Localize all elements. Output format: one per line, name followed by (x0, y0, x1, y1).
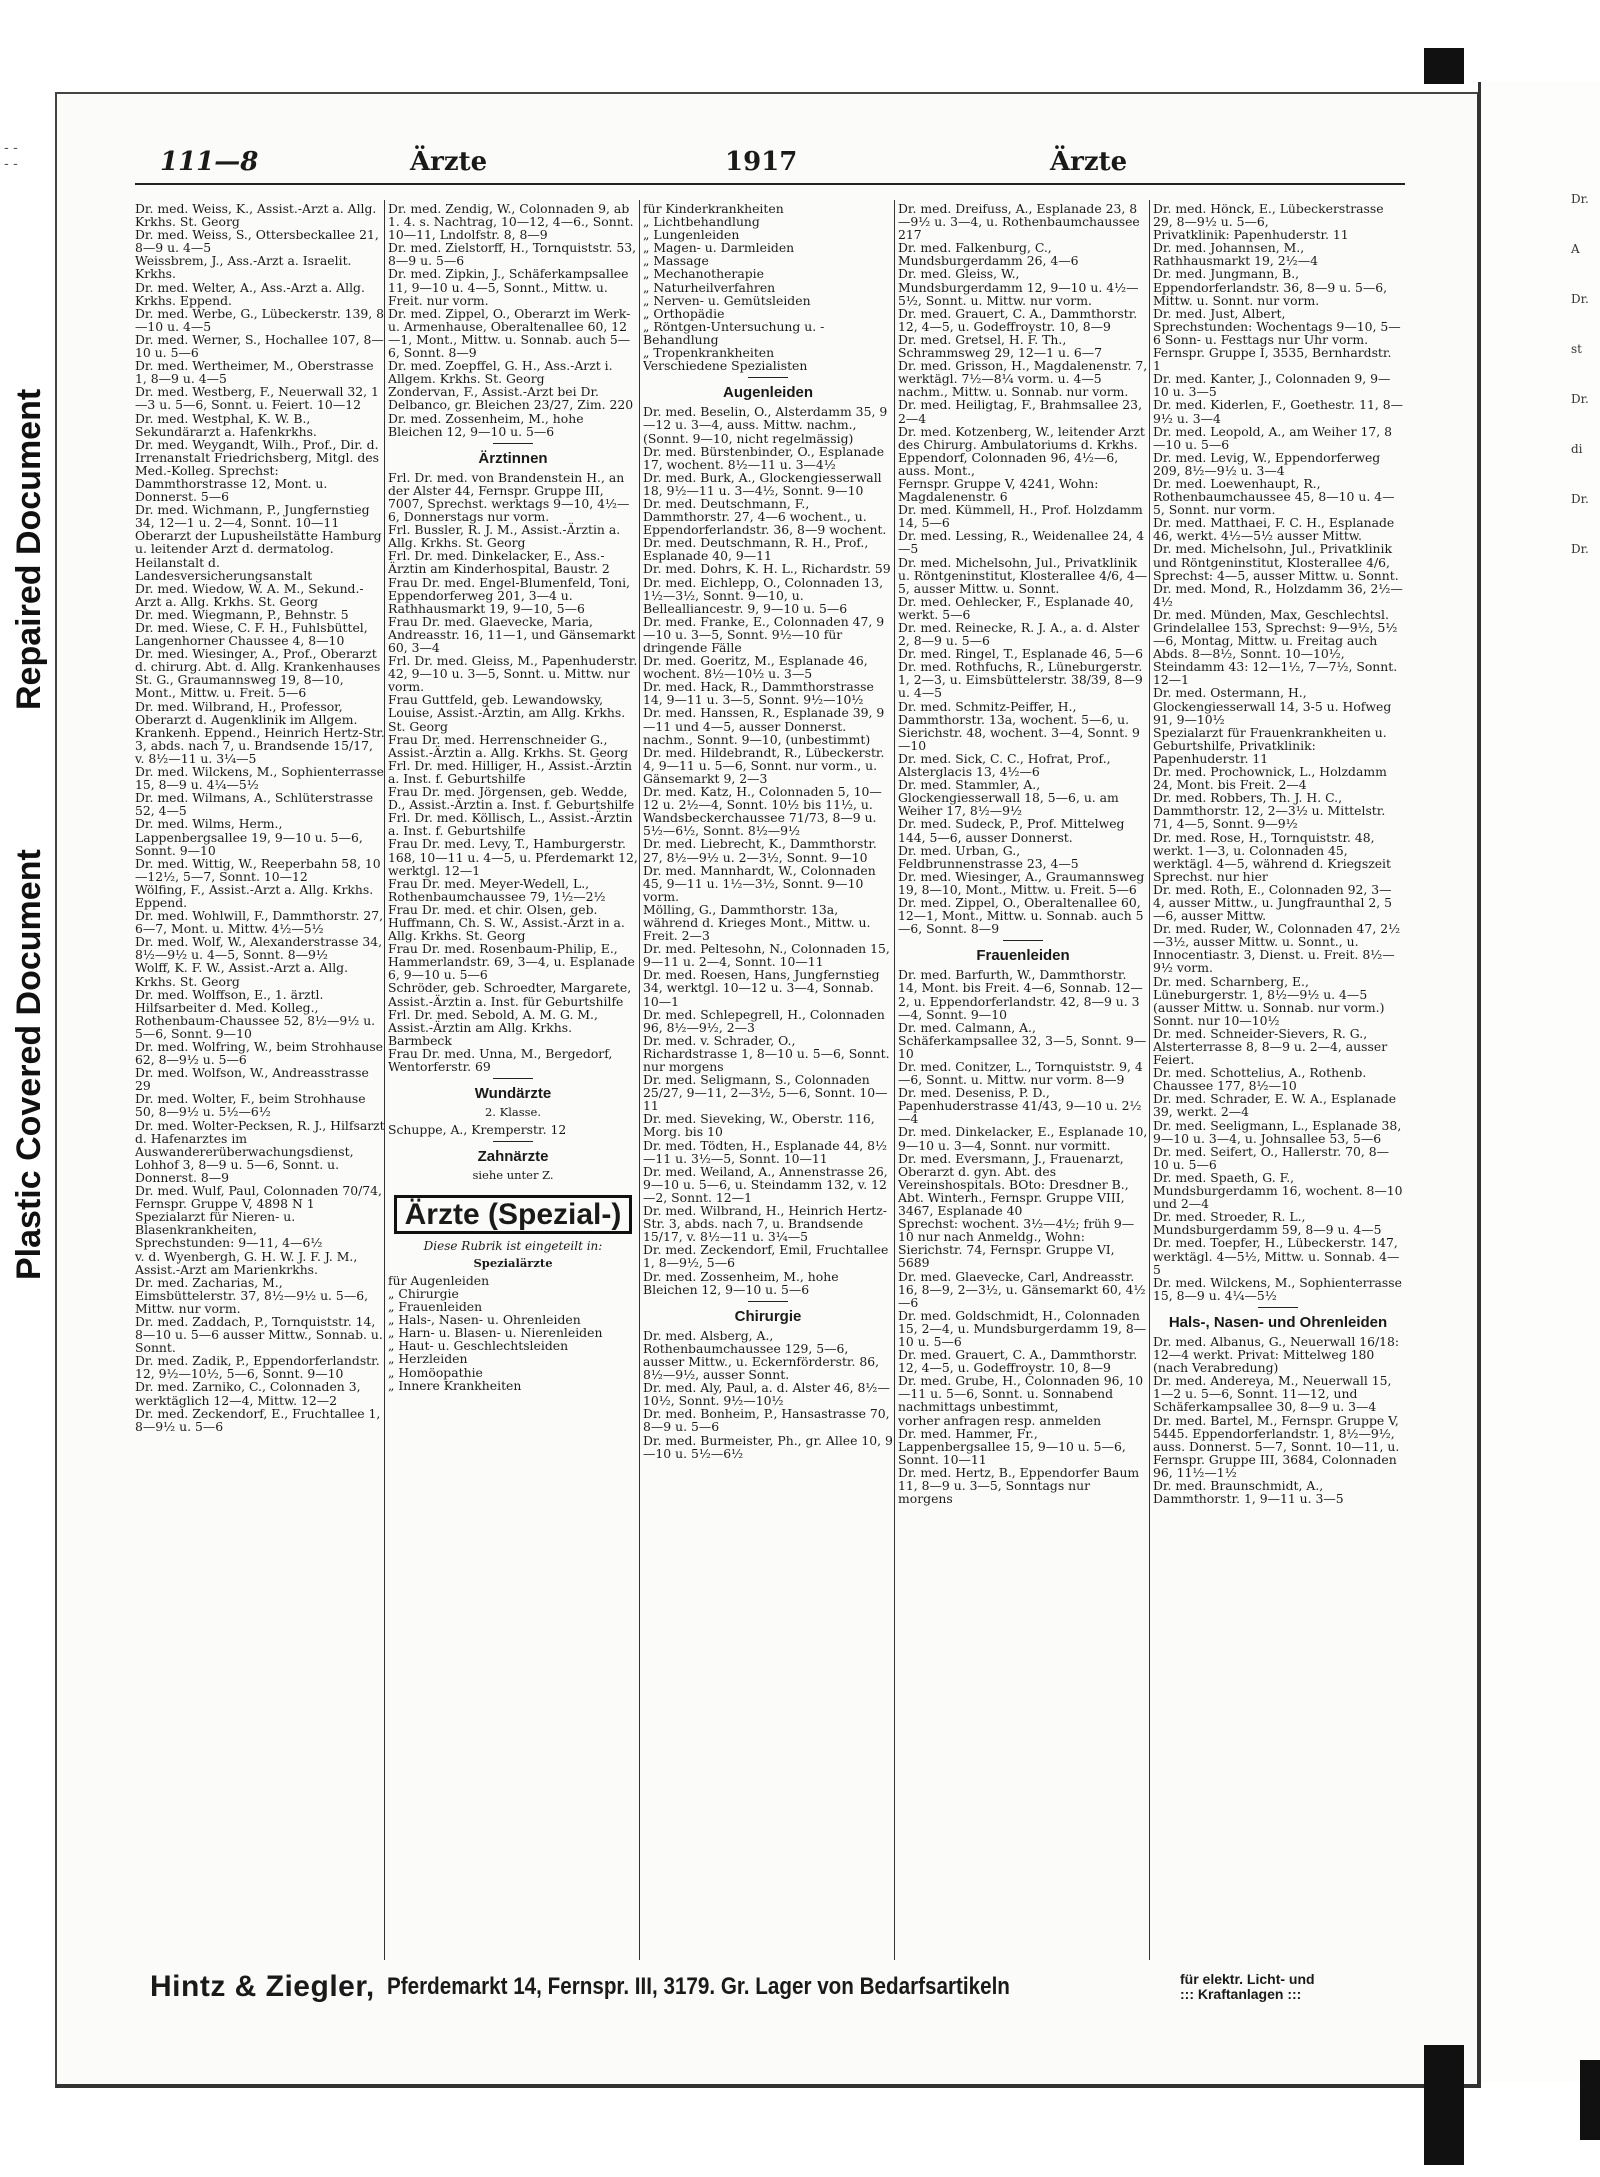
directory-entry: Dr. med. Wohlwill, F., Dammthorstr. 27, 6—7, Mont. u. Mittw. 4½—5½ (135, 908, 384, 937)
directory-entry: Dr. med. Stroeder, R. L., Mundsburgerdamm 59, 8—9 u. 4—5 (1153, 1209, 1382, 1238)
page-number: 111—8 (160, 147, 259, 177)
directory-entry: Dr. med. Matthaei, F. C. H., Esplanade 46, werkt. 4½—5½ ausser Mittw. (1153, 515, 1395, 544)
directory-entry: Dr. med. Glaevecke, Carl, Andreasstr. 16, 8—9, 2—3½, u. Gänsemarkt 60, 4½—6 (898, 1268, 1146, 1310)
directory-entry: Dr. med. Katz, H., Colonnaden 5, 10—12 u. 2½—4, Sonnt. 10½ bis 11½, u. Wandsbeckerchaussee 71/73, 8—9 u. 5½—6½, Sonnt. 8½—9½ (643, 784, 882, 839)
column-rule (639, 200, 640, 1960)
directory-entry: Dr. med. Wolfson, W., Andreasstrasse 29 (135, 1065, 369, 1094)
directory-entry: Dr. med. Wolter, F., beim Strohhause 50, 8—9½ u. 5½—6½ (135, 1091, 366, 1120)
directory-entry: Dr. med. Sick, C. C., Hofrat, Prof., Alsterglacis 13, 4½—6 (898, 750, 1111, 780)
directory-entry: Dr. med. Wiedow, W. A. M., Sekund.-Arzt a. Allg. Krkhs. St. Georg (135, 580, 364, 609)
directory-entry: Dr. med. Schottelius, A., Rothenb. Chaussee 177, 8½—10 (1153, 1065, 1367, 1094)
directory-entry: Dr. med. Wichmann, P., Jungfernstieg 34, 12—1 u. 2—4, Sonnt. 10—11 (135, 502, 370, 531)
directory-entry: Dr. med. Seeligmann, L., Esplanade 38, 9—10 u. 3—4, u. Johnsallee 53, 5—6 (1153, 1117, 1402, 1146)
category-item: „ Hals-, Nasen- u. Ohrenleiden (388, 1312, 581, 1328)
directory-entry: Wolff, K. F. W., Assist.-Arzt a. Allg. Krkhs. St. Georg (135, 960, 349, 989)
directory-entry: Dr. med. Liebrecht, K., Dammthorstr. 27, 8½—9½ u. 2—3½, Sonnt. 9—10 (643, 836, 877, 865)
directory-entry: Dr. med. Calmann, A., Schäferkampsallee 32, 3—5, Sonnt. 9—10 (898, 1019, 1147, 1061)
directory-entry: Dr. med. Zeckendorf, Emil, Fruchtallee 1, 8—9½, 5—6 (643, 1242, 889, 1271)
margin-marks: - - - - (4, 140, 18, 172)
directory-entry: Frl. Dr. med. Köllisch, L., Assist.-Ärztin a. Inst. f. Geburtshilfe (388, 810, 633, 839)
directory-entry: Dr. med. Zoepffel, G. H., Ass.-Arzt i. Allgem. Krkhs. St. Georg (388, 358, 613, 387)
adjacent-page-strip (1478, 82, 1600, 2082)
directory-entry: Dr. med. Burk, A., Glockengiesserwall 18, 9½—11 u. 3—4½, Sonnt. 9—10 (643, 469, 882, 498)
directory-entry: Dr. med. Robbers, Th. J. H. C., Dammthorstr. 12, 2—3½ u. Mittelstr. 71, 4—5, Sonnt. 9—9½ (1153, 790, 1386, 832)
category-item: „ Haut- u. Geschlechtsleiden (388, 1338, 569, 1354)
directory-entry: Frl. Bussler, R. J. M., Assist.-Ärztin a. Allg. Krkhs. St. Georg (388, 522, 621, 551)
entry-list (1153, 1335, 1403, 1505)
directory-entry: Dr. med. Wertheimer, M., Oberstrasse 1, 8—9 u. 4—5 (135, 358, 374, 387)
adjacent-page-fragment: A (1571, 242, 1580, 256)
column-1 (135, 202, 385, 1957)
directory-entry: Dr. med. Oehlecker, F., Esplanade 40, werkt. 5—6 (898, 593, 1134, 622)
directory-entry: Dr. med. Wilms, Herm., Lappenbergsallee 19, 9—10 u. 5—6, Sonnt. 9—10 (135, 816, 363, 858)
directory-entry: Dr. med. Eversmann, J., Frauenarzt, Oberarzt d. gyn. Abt. des Vereinshospitals. BOto: Dresdner B., Abt. Winterh., Fernspr. Gruppe VIII, 3467, Esplanade 40 (898, 1150, 1129, 1219)
section-divider (748, 1301, 788, 1302)
section-heading-aerztinnen: Ärztinnen (478, 449, 548, 467)
directory-entry: Dr. med. Schrader, E. W. A., Esplanade 39, werkt. 2—4 (1153, 1091, 1397, 1120)
entry-list (388, 1123, 638, 1136)
category-item: „ Lungenleiden (643, 227, 740, 243)
directory-entry: Dr. med. Hammer, Fr., Lappenbergsallee 15, 9—10 u. 5—6, Sonnt. 10—11 (898, 1425, 1126, 1467)
directory-entry: Frau Dr. med. Jörgensen, geb. Wedde, D., Assist.-Ärztin a. Inst. f. Geburtshilfe (388, 784, 635, 813)
directory-entry: Sprechstunden: 9—11, 4—6½ (135, 1235, 323, 1251)
ad-address: Pferdemarkt 14, Fernspr. III, 3179. Gr. Lager von Bedarfsartikeln (386, 1973, 1010, 2000)
directory-entry: Weissbrem, J., Ass.-Arzt a. Israelit. Krkhs. (135, 253, 352, 282)
directory-entry: Dr. med. Spaeth, G. F., Mundsburgerdamm 16, wochent. 8—10 und 2—4 (1153, 1169, 1403, 1212)
directory-entry: Frau Dr. med. Engel-Blumenfeld, Toni, Eppendorferweg 201, 3—4 u. Rathhausmarkt 19, 9—10, 5—6 (388, 574, 630, 616)
directory-entry: Frau Dr. med. Levy, T., Hamburgerstr. 168, 10—11 u. 4—5, u. Pferdemarkt 12, werktgl. 12—1 (388, 836, 638, 878)
directory-entry: Dr. med. Braunschmidt, A., Dammthorstr. 1, 9—11 u. 3—5 (1153, 1478, 1344, 1507)
directory-entry: Dr. med. Münden, Max, Geschlechtsl. (1153, 606, 1389, 622)
directory-entry: Frl. Dr. med. Sebold, A. M. G. M., Assist.-Ärztin am Allg. Krkhs. Barmbeck (388, 1006, 598, 1048)
year-heading: 1917 (725, 147, 798, 177)
directory-entry: Dr. med. Wiese, C. F. H., Fuhlsbüttel, Langenhorner Chaussee 4, 8—10 (135, 620, 368, 649)
ad-tagline (1180, 1972, 1315, 2002)
directory-entry: Dr. med. Zielstorff, H., Tornquiststr. 53, 8—9 u. 5—6 (388, 240, 637, 269)
directory-entry: Dr. med. Wilmans, A., Schlüterstrasse 52, 4—5 (135, 790, 374, 819)
section-heading-chirurgie: Chirurgie (734, 1307, 802, 1325)
entry-list (898, 968, 1148, 1505)
category-item: „ Nerven- u. Gemütsleiden (643, 292, 811, 308)
directory-entry: Sprechst: wochent. 3½—4½; früh 9—10 nur nach Anmeldg., Wohn: Sierichstr. 74, Fernspr. Gruppe VI, 5689 (898, 1216, 1135, 1271)
directory-entry: Dr. med. Kümmell, H., Prof. Holzdamm 14, 5—6 (898, 502, 1143, 531)
directory-entry: Dr. med. Wilckens, M., Sophienterrasse 15, 8—9 u. 4¼—5½ (135, 764, 384, 793)
directory-entry: Mölling, G., Dammthorstr. 13a, während d. Krieges Mont., Mittw. u. Freit. 2—3 (643, 901, 871, 944)
directory-entry: Frau Dr. med. Meyer-Wedell, L., Rothenbaumchaussee 79, 1½—2½ (388, 875, 606, 904)
ad-firm-name: Hintz & Ziegler, (150, 1970, 375, 2003)
directory-entry: Dr. med. Wittig, W., Reeperbahn 58, 10—12½, 5—7, Sonnt. 10—12 (135, 855, 381, 884)
adjacent-page-fragment: di (1571, 442, 1583, 456)
entry-list (135, 202, 385, 1433)
category-item: „ Röntgen-Untersuchung u. -Behandlung (643, 318, 825, 347)
directory-entry: Dr. med. Schmitz-Peiffer, H., Dammthorstr. 13a, wochent. 5—6, u. Sierichstr. 48, wochent. 3—4, Sonnt. 9—10 (898, 698, 1140, 753)
section-divider (493, 443, 533, 444)
directory-entry: Dr. med. Hanssen, R., Esplanade 39, 9—11 und 4—5, ausser Donnerst. nachm., Sonnt. 9—10, (unbestimmt) (643, 705, 885, 747)
directory-entry: Dr. med. Wilbrand, H., Heinrich Hertz-Str. 3, abds. nach 7, u. Brandsende 15/17, v. 8½—11 u. 3¼—5 (643, 1203, 887, 1245)
plastic-covered-label: Plastic Covered Document (10, 849, 48, 1280)
directory-entry: Dr. med. Aly, Paul, a. d. Alster 46, 8½—10½, Sonnt. 9½—10½ (643, 1380, 890, 1409)
directory-entry: Dr. med. Hildebrandt, R., Lübeckerstr. 4, 9—11 u. 5—6, Sonnt. nur vorm., u. Gänsemarkt 9, 2—3 (643, 744, 885, 786)
directory-entry: Dr. med. Deutschmann, F., Dammthorstr. 27, 4—6 wochent., u. Eppendorferlandstr. 36, 8—9 wochent. (643, 495, 887, 538)
directory-entry: Dr. med. Dinkelacker, E., Esplanade 10, 9—10 u. 3—4, Sonnt. nur vormitt. (898, 1124, 1148, 1153)
directory-entry: Dr. med. Zaddach, P., Tornquiststr. 14, 8—10 u. 5—6 ausser Mittw., Sonnab. u. Sonnt. (135, 1313, 383, 1356)
section-heading-zahnaerzte: Zahnärzte (477, 1148, 549, 1166)
directory-entry: Dr. med. Weiland, A., Annenstrasse 26, 9—10 u. 5—6, u. Steindamm 132, v. 12—2, Sonnt. 12—1 (643, 1163, 888, 1205)
category-item: für Kinderkrankheiten (643, 202, 784, 216)
section-divider (1258, 1307, 1298, 1308)
directory-entry: Dr. med. Zendig, W., Colonnaden 9, ab 1. 4. s. Nachtrag, 10—12, 4—6., Sonnt. 10—11, Lndolfstr. 8, 8—9 (388, 202, 634, 243)
directory-entry: Zondervan, F., Assist.-Arzt bei Dr. Delbanco, gr. Bleichen 23/27, Zim. 220 (388, 384, 634, 413)
header-rule (135, 183, 1405, 185)
entry-list (643, 405, 893, 1295)
directory-entry: Oberarzt der Lupusheilstätte Hamburg u. leitender Arzt d. dermatolog. Heilanstalt d. Landesversicherungsanstalt (135, 528, 382, 583)
directory-entry: Dr. med. Zadik, P., Eppendorferlandstr. 12, 9½—10½, 5—6, Sonnt. 9—10 (135, 1353, 380, 1382)
directory-entry: Spezialarzt für Frauenkrankheiten u. Geburtshilfe, Privatklinik: Papenhuderstr. 11 (1153, 724, 1387, 766)
category-item: „ Massage (643, 253, 709, 269)
directory-entry: Dr. med. Leopold, A., am Weiher 17, 8—10 u. 5—6 (1153, 423, 1393, 452)
directory-entry: Dr. med. Zossenheim, M., hohe Bleichen 12, 9—10 u. 5—6 (643, 1268, 839, 1297)
directory-entry: Dr. med. Michelsohn, Jul., Privatklinik u. Röntgeninstitut, Klosterallee 4/6, 4—5, ausser Mittw. u. Sonnt. (898, 554, 1148, 596)
directory-entry: Dr. med. Michelsohn, Jul., Privatklinik und Röntgeninstitut, Klosterallee 4/6, Sprechst: 4—5, ausser Mittw. u. Sonnt. (1153, 541, 1399, 583)
directory-entry: Dr. med. Bonheim, P., Hansastrasse 70, 8—9 u. 5—6 (643, 1406, 890, 1435)
adjacent-page-fragment: Dr. (1571, 492, 1589, 506)
adjacent-page-fragment: Dr. (1571, 192, 1589, 206)
directory-entry: Dr. med. Falkenburg, C., Mundsburgerdamm 26, 4—6 (898, 240, 1079, 269)
directory-entry: Dr. med. Roesen, Hans, Jungfernstieg 34, werktgl. 10—12 u. 3—4, Sonnab. 10—1 (643, 967, 880, 1009)
category-list (388, 1274, 638, 1392)
directory-entry: Dr. med. Grauert, C. A., Dammthorstr. 12, 4—5, u. Godeffroystr. 10, 8—9 (898, 305, 1138, 334)
directory-entry: Dr. med. Grube, H., Colonnaden 96, 10—11 u. 5—6, Sonnt. u. Sonnabend nachmittags unbestimmt, (898, 1373, 1144, 1415)
section-heading-augenleiden: Augenleiden (722, 384, 813, 402)
directory-entry: Dr. med. Scharnberg, E., Lüneburgerstr. 1, 8½—9½ u. 4—5 (ausser Mittw. u. Sonnab. nur vorm.) Sonnt. nur 10—10½ (1153, 973, 1385, 1028)
directory-entry: Dr. med. Eichlepp, O., Colonnaden 13, 1½—3½, Sonnt. 9—10, u. Bellealliancestr. 9, 9—10 u. 5—6 (643, 574, 884, 616)
directory-entry: Dr. med. Jungmann, B., Eppendorferlandstr. 36, 8—9 u. 5—6, Mittw. u. Sonnt. nur vorm. (1153, 266, 1388, 308)
directory-entry: Dr. med. Weygandt, Wilh., Prof., Dir. d. Irrenanstalt Friedrichsberg, Mitgl. des Med.-Kolleg. Sprechst: Dammthorstrasse 12, Mont. u. Donnerst. 5—6 (135, 436, 379, 505)
directory-entry: Dr. med. Zipkin, J., Schäferkampsallee 11, 9—10 u. 4—5, Sonnt., Mittw. u. Freit. nur vorm. (388, 266, 629, 308)
directory-entry: Dr. med. Wolf, W., Alexanderstrasse 34, 8½—9½ u. 4—5, Sonnt. 8—9½ (135, 934, 383, 963)
ad-tagline-bottom: ::: Kraftanlagen ::: (1180, 1986, 1302, 2002)
directory-entry: Dr. med. Grisson, H., Magdalenenstr. 7, werktägl. 7½—8¼ vorm. u. 4—5 nachm., Mittw. u. Sonnab. nur vorm. (898, 358, 1148, 400)
section-divider (1003, 940, 1043, 941)
directory-entry: Dr. med. Wilbrand, H., Professor, Oberarzt d. Augenklinik im Allgem. Krankenh. Eppend., Heinrich Hertz-Str. 3, abds. nach 7, u. Brandsende 15/17, v. 8½—11 u. 3¼—5 (135, 698, 385, 766)
ad-tagline-top: für elektr. Licht- und (1180, 1971, 1315, 1987)
entry-list (388, 471, 638, 1073)
category-item: „ Lichtbehandlung (643, 214, 760, 230)
column-4 (898, 202, 1148, 1957)
directory-entry: Dr. med. Alsberg, A., Rothenbaumchaussee 129, 5—6, ausser Mittw., u. Eckernförderstr. 86, 8½—9½, ausser Sonnt. (643, 1327, 880, 1383)
directory-entry: Dr. med. Zeckendorf, E., Fruchtallee 1, 8—9½ u. 5—6 (135, 1405, 381, 1434)
directory-entry: Dr. med. Kiderlen, F., Goethestr. 11, 8—9½ u. 3—4 (1153, 397, 1403, 426)
directory-entry: Dr. med. Zarniko, C., Colonnaden 3, werktäglich 12—4, Mittw. 12—2 (135, 1379, 361, 1408)
directory-entry: Dr. med. Grauert, C. A., Dammthorstr. 12, 4—5, u. Godeffroystr. 10, 8—9 (898, 1347, 1138, 1376)
scanner-edge-right (1580, 2060, 1600, 2140)
directory-entry: Dr. med. Seifert, O., Hallerstr. 70, 8—10 u. 5—6 (1153, 1143, 1390, 1172)
directory-entry: Dr. med. Mannhardt, W., Colonnaden 45, 9—11 u. 1½—3½, Sonnt. 9—10 vorm. (643, 862, 876, 904)
wundaerzte-class: 2. Klasse. (484, 1105, 542, 1120)
category-item: „ Herzleiden (388, 1351, 468, 1367)
category-item: „ Magen- u. Darmleiden (643, 240, 795, 256)
category-list (643, 202, 893, 372)
directory-entry: Dr. med. Hack, R., Dammthorstrasse 14, 9—11 u. 3—5, Sonnt. 9½—10½ (643, 679, 874, 708)
directory-entry: vorher anfragen resp. anmelden (898, 1412, 1102, 1428)
entry-list (1153, 202, 1403, 1302)
directory-entry: Dr. med. Hönck, E., Lübeckerstrasse 29, 8—9½ u. 5—6, (1153, 202, 1384, 230)
directory-entry: Dr. med. v. Schrader, O., Richardstrasse 1, 8—10 u. 5—6, Sonnt. nur morgens (643, 1032, 890, 1074)
category-item: „ Frauenleiden (388, 1299, 483, 1315)
directory-entry: Frl. Dr. med. Dinkelacker, E., Ass.-Ärztin am Kinderhospital, Baustr. 2 (388, 548, 610, 577)
directory-entry: Dr. med. Bürstenbinder, O., Esplanade 17, wochent. 8½—11 u. 3—4½ (643, 443, 885, 472)
directory-entry: Dr. med. Gleiss, W., Mundsburgerdamm 12, 9—10 u. 4½—5½, Sonnt. u. Mittw. nur vorm. (898, 266, 1139, 308)
directory-entry: Frau Guttfeld, geb. Lewandowsky, Louise, Assist.-Ärztin, am Allg. Krkhs. St. Georg (388, 692, 626, 734)
category-item: „ Harn- u. Blasen- u. Nierenleiden (388, 1325, 603, 1341)
section-divider (493, 1078, 533, 1079)
section-heading-frauenleiden: Frauenleiden (976, 947, 1070, 965)
directory-entry: Frl. Dr. med. von Brandenstein H., an der Alster 44, Fernspr. Gruppe III, 7007, Sprechst. werktags 9—10, 4½—6, Donnerstags nur vorm. (388, 469, 630, 525)
adjacent-page-fragment: st (1571, 342, 1582, 356)
directory-entry: Dr. med. Gretsel, H. F. Th., Schrammsweg 29, 12—1 u. 6—7 (898, 331, 1103, 361)
directory-entry: Dr. med. Toepfer, H., Lübeckerstr. 147, werktägl. 4—5½, Mittw. u. Sonnab. 4—5 (1153, 1235, 1400, 1277)
section-heading-wundaerzte: Wundärzte (474, 1085, 552, 1103)
directory-entry: Dr. med. Deseniss, P. D., Papenhuderstrasse 41/43, 9—10 u. 2½—4 (898, 1085, 1142, 1127)
directory-entry: Dr. med. Deutschmann, R. H., Prof., Esplanade 40, 9—11 (643, 535, 869, 564)
directory-entry: Dr. med. Ringel, T., Esplanade 46, 5—6 (898, 646, 1143, 662)
directory-entry: Frl. Dr. med. Gleiss, M., Papenhuderstr. 42, 9—10 u. 3—5, Sonnt. u. Mittw. nur vorm. (388, 653, 638, 695)
column-3 (643, 202, 893, 1957)
directory-entry: Dr. med. Dreifuss, A., Esplanade 23, 8—9½ u. 3—4, u. Rothenbaumchaussee 217 (898, 202, 1140, 243)
directory-entry: Dr. med. Levig, W., Eppendorferweg 209, 8½—9½ u. 3—4 (1153, 449, 1381, 478)
directory-entry: Dr. med. Lessing, R., Weidenallee 24, 4—5 (898, 528, 1145, 557)
category-item: Verschiedene Spezialisten (643, 358, 808, 374)
category-item: „ Naturheilverfahren (643, 279, 776, 295)
directory-entry: Fernspr. Gruppe V, 4241, Wohn: Magdalenenstr. 6 (898, 475, 1099, 505)
directory-entry: Dr. med. Sieveking, W., Oberstr. 116, Morg. bis 10 (643, 1111, 875, 1140)
directory-entry: Frau Dr. med. Rosenbaum-Philip, E., Hammerlandstr. 69, 3—4, u. Esplanade 6, 9—10 u. 5—6 (388, 941, 635, 983)
directory-entry: v. d. Wyenbergh, G. H. W. J. F. J. M., Assist.-Arzt am Marienkrkhs. (135, 1248, 358, 1277)
directory-entry: Frl. Dr. med. Hilliger, H., Assist.-Ärztin a. Inst. f. Geburtshilfe (388, 757, 633, 786)
directory-entry: Dr. med. Sudeck, P., Prof. Mittelweg 144, 5—6, ausser Donnerst. (898, 816, 1125, 845)
directory-entry: Dr. med. Conitzer, L., Tornquiststr. 9, 4—6, Sonnt. u. Mittw. nur vorm. 8—9 (898, 1059, 1143, 1088)
scanner-edge-bottom (1424, 2045, 1464, 2165)
directory-entry: Dr. med. Zippel, O., Oberaltenallee 60, 12—1, Mont., Mittw. u. Sonnab. auch 5—6, Sonnt. 8—9 (898, 894, 1144, 937)
column-rule (1149, 200, 1150, 1960)
directory-entry: Dr. med. Albanus, G., Neuerwall 16/18: 12—4 werkt. Privat: Mittelweg 180 (nach Verabredung) (1153, 1333, 1400, 1376)
adjacent-page-fragment: Dr. (1571, 392, 1589, 406)
directory-entry: Dr. med. Wulf, Paul, Colonnaden 70/74, (135, 1183, 382, 1199)
category-item: „ Chirurgie (388, 1285, 459, 1301)
directory-entry: Dr. med. Schneider-Sievers, R. G., Alsterterrasse 8, 8—9 u. 2—4, ausser Feiert. (1153, 1025, 1388, 1068)
directory-entry: Dr. med. Burmeister, Ph., gr. Allee 10, 9—10 u. 5½—6½ (643, 1432, 893, 1461)
directory-entry: Dr. med. Seligmann, S., Colonnaden 25/27, 9—11, 2—3½, 5—6, Sonnt. 10—11 (643, 1072, 888, 1114)
entry-list (898, 202, 1148, 935)
directory-entry: Dr. med. Bartel, M., Fernspr. Gruppe V, 5445. Eppendorferlandstr. 1, 8½—9½, auss. Donnerst. 5—7, Sonnt. 10—11, u. (1153, 1412, 1400, 1454)
directory-entry: Dr. med. Kotzenberg, W., leitender Arzt des Chirurg. Ambulatoriums d. Krkhs. Eppendorf, Colonnaden 96, 4½—6, auss. Mont., (898, 423, 1145, 478)
column-2 (388, 202, 638, 1957)
directory-entry: Dr. med. Just, Albert, (1153, 305, 1286, 321)
directory-entry: Dr. med. Peltesohn, N., Colonnaden 15, 9—11 u. 2—4, Sonnt. 10—11 (643, 941, 890, 970)
directory-entry: Frau Dr. med. Glaevecke, Maria, Andreasstr. 16, 11—1, und Gänsemarkt 60, 3—4 (388, 613, 636, 655)
directory-entry: Dr. med. Ruder, W., Colonnaden 47, 2½—3½, ausser Mittw. u. Sonnt., u. Innocentiastr. 3, Dienst. u. Freit. 8½—9½ vorm. (1153, 921, 1401, 976)
rubric-note: Diese Rubrik ist eingeteilt in: (423, 1238, 603, 1253)
directory-entry: Dr. med. Roth, E., Colonnaden 92, 3—4, ausser Mittw., u. Jungfraunthal 2, 5—6, ausser Mittw. (1153, 881, 1393, 924)
directory-entry: Dr. med. Westberg, F., Neuerwall 32, 1—3 u. 5—6, Sonnt. u. Feiert. 10—12 (135, 384, 379, 413)
directory-entry: Fernspr. Gruppe III, 3684, Colonnaden 96, 11½—1½ (1153, 1451, 1397, 1480)
running-head-left: Ärzte (410, 147, 488, 177)
directory-entry: Dr. med. Wolter-Pecksen, R. J., Hilfsarzt d. Hafenarztes im Auswandererüberwachungsdienst, Lohhof 3, 8—9 u. 5—6, Sonnt. u. Donnerst. 8—9 (135, 1117, 385, 1185)
directory-entry: Schröder, geb. Schroedter, Margarete, Assist.-Ärztin a. Inst. für Geburtshilfe (388, 980, 632, 1009)
directory-entry: Dr. med. Weiss, S., Ottersbeckallee 21, 8—9 u. 4—5 (135, 227, 379, 256)
directory-entry: Dr. med. Wiegmann, P., Behnstr. 5 (135, 606, 349, 622)
category-item: für Augenleiden (388, 1272, 490, 1288)
directory-entry: Dr. med. Wiesinger, A., Prof., Oberarzt d. chirurg. Abt. d. Allg. Krankenhauses St. G., Graumannsweg 19, 8—10, Mont., Mittw. u. Freit. 5—6 (135, 646, 381, 701)
entry-list (643, 1329, 893, 1460)
category-item: „ Mechanotherapie (643, 266, 764, 282)
directory-entry: Dr. med. Westphal, K. W. B., Sekundärarzt a. Hafenkrkhs. (135, 410, 317, 439)
category-item: „ Homöopathie (388, 1364, 483, 1380)
directory-entry: Dr. med. Wilckens, M., Sophienterrasse 15, 8—9 u. 4¼—5½ (1153, 1274, 1402, 1303)
directory-entry: Dr. med. Andereya, M., Neuerwall 15, 1—2 u. 5—6, Sonnt. 11—12, und Schäferkampsallee 30, 8—9 u. 3—4 (1153, 1373, 1392, 1415)
adjacent-page-fragment: Dr. (1571, 542, 1589, 556)
directory-entry: Dr. med. Zippel, O., Oberarzt im Werk- u. Armenhause, Oberaltenallee 60, 12—1, Mont., Mittw. u. Sonnab. auch 5—6, Sonnt. 8—9 (388, 305, 631, 361)
directory-entry: Dr. med. Mond, R., Holzdamm 36, 2½—4½ (1153, 580, 1403, 609)
category-item: „ Tropenkrankheiten (643, 345, 775, 361)
directory-entry: Dr. med. Wolffson, E., 1. ärztl. Hilfsarbeiter d. Med. Kolleg., Rothenbaum-Chaussee 52, 8½—9½ u. 5—6, Sonnt. 9—10 (135, 986, 376, 1041)
spezial-box-heading: Ärzte (Spezial-) (394, 1195, 632, 1234)
directory-entry: Dr. med. Franke, E., Colonnaden 47, 9—10 u. 3—5, Sonnt. 9½—10 für dringende Fälle (643, 613, 885, 655)
directory-entry: Dr. med. Werbe, G., Lübeckerstr. 139, 8—10 u. 4—5 (135, 305, 385, 334)
directory-entry: Dr. med. Ostermann, H., Glockengiesserwall 14, 3-5 u. Hofweg 91, 9—10½ (1153, 685, 1392, 727)
directory-entry: Dr. med. Urban, G., Feldbrunnenstrasse 23, 4—5 (898, 842, 1079, 871)
directory-entry: Dr. med. Rothfuchs, R., Lüneburgerstr. 1, 2—3, u. Eimsbüttelerstr. 38/39, 8—9 u. 4—5 (898, 659, 1143, 701)
directory-entry: Fernspr. Gruppe V, 4898 N 1 Spezialarzt für Nieren- u. Blasenkrankheiten, (135, 1196, 315, 1238)
directory-entry: Dr. med. Tödten, H., Esplanade 44, 8½—11 u. 3½—5, Sonnt. 10—11 (643, 1137, 888, 1166)
repaired-document-label: Repaired Document (10, 388, 48, 710)
directory-entry: Dr. med. Barfurth, W., Dammthorstr. 14, Mont. bis Freit. 4—6, Sonnab. 12—2, u. Eppendorferlandstr. 42, 8—9 u. 3—4, Sonnt. 9—10 (898, 967, 1143, 1022)
adjacent-page-fragment: Dr. (1571, 292, 1589, 306)
zahnaerzte-note: siehe unter Z. (472, 1168, 554, 1183)
directory-entry: Sprechstunden: Wochentags 9—10, 5—6 Sonn- u. Festtags nur Uhr vorm. Fernspr. Gruppe I, 3535, Bernhardstr. 1 (1153, 318, 1401, 374)
category-item: „ Orthopädie (643, 305, 725, 321)
directory-entry: Dr. med. Beselin, O., Alsterdamm 35, 9—12 u. 3—4, auss. Mittw. nachm., (Sonnt. 9—10, nicht regelmässig) (643, 404, 888, 446)
entry-list (388, 202, 638, 438)
directory-entry: Dr. med. Dohrs, K. H. L., Richardstr. 59 (643, 561, 891, 577)
column-rule (894, 200, 895, 1960)
directory-entry: Dr. med. Wiesinger, A., Graumannsweg 19, 8—10, Mont., Mittw. u. Freit. 5—6 (898, 868, 1145, 897)
directory-entry: Dr. med. Hertz, B., Eppendorfer Baum 11, 8—9 u. 3—5, Sonntags nur morgens (898, 1464, 1140, 1507)
directory-entry: Frau Dr. med. Herrenschneider G., Assist.-Ärztin a. Allg. Krkhs. St. Georg (388, 731, 629, 760)
scanner-edge-top (1424, 48, 1464, 84)
directory-entry: Dr. med. Reinecke, R. J. A., a. d. Alster 2, 8—9 u. 5—6 (898, 620, 1140, 649)
directory-entry: Dr. med. Zossenheim, M., hohe Bleichen 12, 9—10 u. 5—6 (388, 410, 584, 439)
directory-entry: Dr. med. Zacharias, M., Eimsbüttelerstr. 37, 8½—9½ u. 5—6, Mittw. nur vorm. (135, 1274, 369, 1316)
directory-entry: Grindelallee 153, Sprechst: 9—9½, 5½—6, Montag, Mittw. u. Freitag auch Abds. 8—8½, Sonnt. 10—10½, Steindamm 43: 12—1½, 7—7½, Sonnt. 12—1 (1153, 620, 1398, 688)
directory-entry: Frau Dr. med. et chir. Olsen, geb. Huffmann, Ch. S. W., Assist.-Ärzt in a. Allg. Krkhs. St. Georg (388, 901, 625, 944)
directory-entry: Dr. med. Goldschmidt, H., Colonnaden 15, 2—4, u. Mundsburgerdamm 19, 8—10 u. 5—6 (898, 1307, 1147, 1349)
directory-entry: Wölfing, F., Assist.-Arzt a. Allg. Krkhs. Eppend. (135, 881, 374, 910)
column-5 (1153, 202, 1403, 1957)
directory-entry: Dr. med. Stammler, A., Glockengiesserwall 18, 5—6, u. am Weiher 17, 8½—9½ (898, 777, 1119, 819)
running-head-right: Ärzte (1050, 147, 1128, 177)
directory-entry: Dr. med. Werner, S., Hochallee 107, 8—10 u. 5—6 (135, 331, 384, 361)
section-divider (493, 1141, 533, 1142)
footer-advertisement (150, 1965, 1410, 2009)
directory-entry: Dr. med. Weiss, K., Assist.-Arzt a. Allg. Krkhs. St. Georg (135, 202, 377, 230)
directory-entry: Frau Dr. med. Unna, M., Bergedorf, Wentorferstr. 69 (388, 1045, 613, 1074)
directory-entry: Dr. med. Wolfring, W., beim Strohhause 62, 8—9½ u. 5—6 (135, 1039, 384, 1068)
directory-entry: Dr. med. Prochownick, L., Holzdamm 24, Mont. bis Freit. 2—4 (1153, 764, 1387, 793)
directory-entry: Dr. med. Loewenhaupt, R., Rothenbaumchaussee 45, 8—10 u. 4—5, Sonnt. nur vorm. (1153, 475, 1395, 518)
directory-entry: Dr. med. Kanter, J., Colonnaden 9, 9—10 u. 3—5 (1153, 371, 1391, 400)
directory-entry: Privatklinik: Papenhuderstr. 11 (1153, 227, 1349, 243)
directory-entry: Dr. med. Rose, H., Tornquiststr. 48, werkt. 1—3, u. Colonnaden 45, werktägl. 4—5, während d. Kriegszeit Sprechst. nur hier (1153, 829, 1391, 884)
section-heading-hals-nasen-ohren: Hals-, Nasen- und Ohrenleiden (1168, 1313, 1388, 1331)
directory-entry: Dr. med. Heiligtag, F., Brahmsallee 23, 2—4 (898, 397, 1143, 426)
directory-entry: Dr. med. Welter, A., Ass.-Arzt a. Allg. Krkhs. Eppend. (135, 279, 365, 308)
category-item: „ Innere Krankheiten (388, 1377, 522, 1393)
rubric-subhead: Spezialärzte (473, 1255, 553, 1270)
section-divider (748, 377, 788, 378)
directory-entry: Dr. med. Johannsen, M., Rathhausmarkt 19, 2½—4 (1153, 240, 1318, 269)
directory-entry: Dr. med. Schlepegrell, H., Colonnaden 96, 8½—9½, 2—3 (643, 1006, 885, 1035)
directory-entry: Schuppe, A., Kremperstr. 12 (388, 1122, 567, 1138)
directory-entry: Dr. med. Goeritz, M., Esplanade 46, wochent. 8½—10½ u. 3—5 (643, 653, 868, 682)
